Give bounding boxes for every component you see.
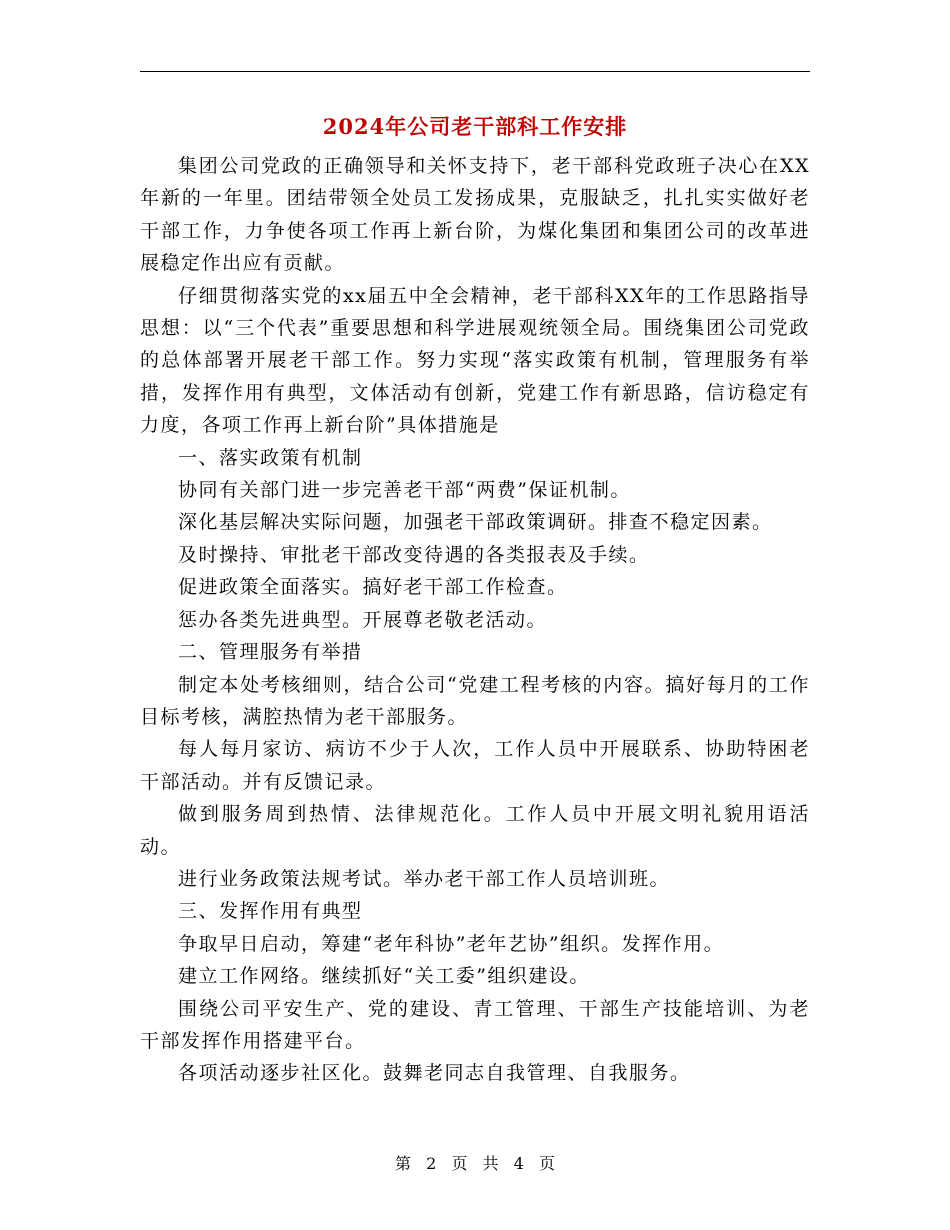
body-paragraph: 深化基层解决实际问题，加强老干部政策调研。排查不稳定因素。 — [178, 511, 773, 534]
document-title: 2024年公司老干部科工作安排 — [322, 114, 628, 139]
footer-label: 共 — [482, 1154, 499, 1173]
page-footer — [0, 1152, 950, 1176]
current-page-number: 2 — [426, 1154, 437, 1173]
body-paragraph: 集团公司党政的正确领导和关怀支持下，老干部科党政班子决心在XX年新的一年里。团结带领全处员工发扬成果，克服缺乏，扎扎实实做好老干部工作，力争使各项工作再上新台阶，为煤化集团和集团公司的改革进展稳定作出应有贡献。 — [140, 155, 810, 275]
footer-label: 页 — [538, 1154, 555, 1173]
body-paragraph: 各项活动逐步社区化。鼓舞老同志自我管理、自我服务。 — [178, 1062, 691, 1085]
footer-label: 第 — [395, 1154, 412, 1173]
body-paragraph: 进行业务政策法规考试。举办老干部工作人员培训班。 — [178, 867, 671, 890]
body-paragraph: 促进政策全面落实。搞好老干部工作检查。 — [178, 576, 568, 599]
body-paragraph: 围绕公司平安生产、党的建设、青工管理、干部生产技能培训、为老干部发挥作用搭建平台。 — [140, 997, 810, 1052]
total-pages-number: 4 — [513, 1154, 524, 1173]
body-paragraph: 惩办各类先进典型。开展尊老敬老活动。 — [178, 608, 548, 631]
body-paragraph: 做到服务周到热情、法律规范化。工作人员中开展文明礼貌用语活动。 — [140, 803, 810, 858]
body-paragraph: 争取早日启动，筹建“老年科协”老年艺协”组织。发挥作用。 — [178, 932, 725, 955]
section-heading: 三、发挥作用有典型 — [178, 900, 363, 923]
body-paragraph: 制定本处考核细则，结合公司“党建工程考核的内容。搞好每月的工作目标考核，满腔热情为老干部服务。 — [140, 673, 810, 728]
document-body — [140, 150, 810, 1090]
section-heading: 一、落实政策有机制 — [178, 446, 363, 469]
body-paragraph: 每人每月家访、病访不少于人次，工作人员中开展联系、协助特困老干部活动。并有反馈记录。 — [140, 738, 810, 793]
footer-label: 页 — [451, 1154, 468, 1173]
body-paragraph: 建立工作网络。继续抓好“关工委”组织建设。 — [178, 965, 590, 988]
body-paragraph: 仔细贯彻落实党的xx届五中全会精神，老干部科XX年的工作思路指导思想：以“三个代表”重要思想和科学进展观统领全局。围绕集团公司党政的总体部署开展老干部工作。努力实现“落实政策有机制，管理服务有举措，发挥作用有典型，文体活动有创新，党建工作有新思路，信访稳定有力度，各项工作再上新台阶”具体措施是 — [140, 284, 810, 437]
header-rule — [140, 71, 810, 72]
body-paragraph: 协同有关部门进一步完善老干部“两费”保证机制。 — [178, 479, 631, 502]
section-heading: 二、管理服务有举措 — [178, 641, 363, 664]
body-paragraph: 及时操持、审批老干部改变待遇的各类报表及手续。 — [178, 543, 650, 566]
